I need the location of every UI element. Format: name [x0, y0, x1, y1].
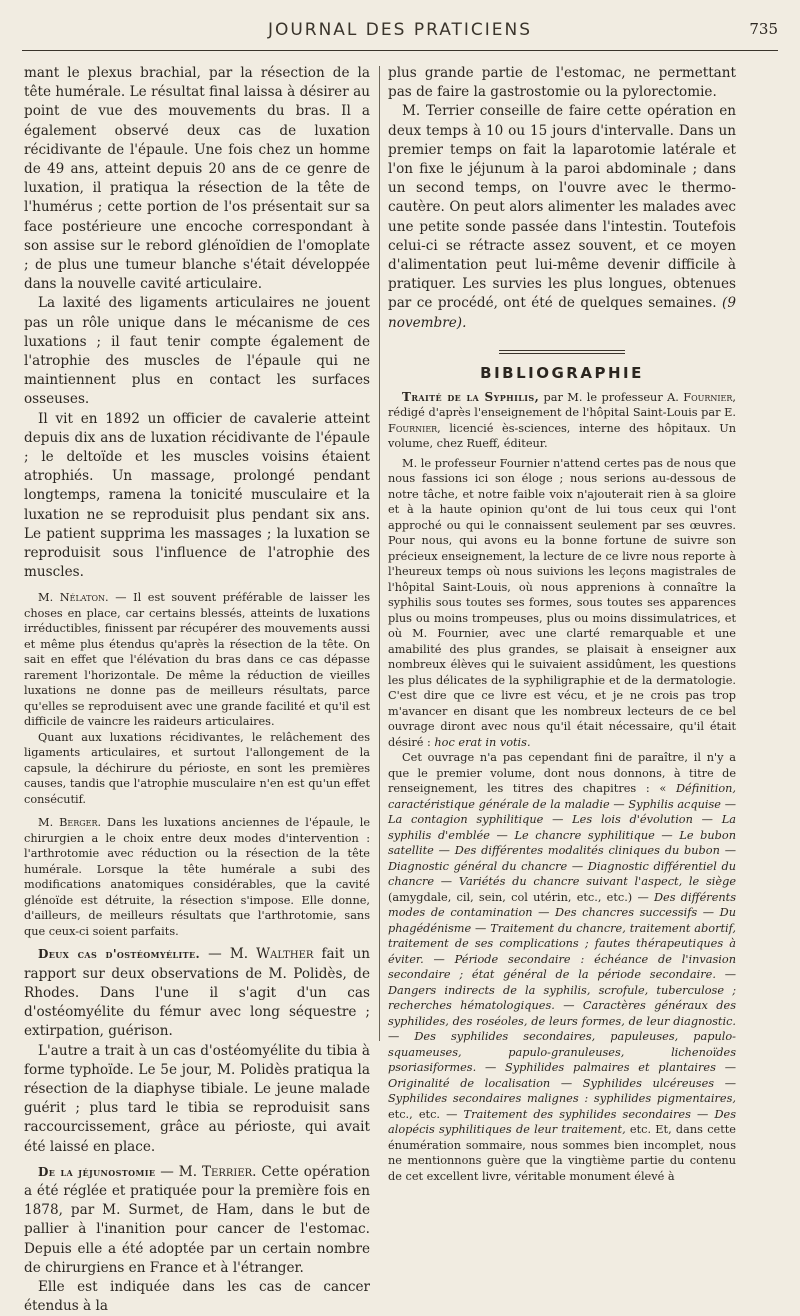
osteomyelitis-paragraph — [24, 945, 370, 1041]
paragraph: La laxité des ligaments articulaires ne jouent pas un rôle unique dans le mécanisme de ces luxations ; il faut tenir compte également de l'atrophie des muscles de l'épaule qui ne maintiennent plus en contact les surfaces osseuses. — [24, 295, 370, 408]
chapter-list: Traitement des syphilides secondaires — Des alopécis syphilitiques de leur traitement, — [388, 1107, 736, 1137]
speaker-name: M. Nélaton. — [38, 591, 109, 605]
review-text: M. le professeur Fournier n'attend certes pas de nous que nous fassions ici son éloge ; nous serions au-dessous de notre tâche, et notre faible voix n'ajouterait rien à sa gloire et à la haute opinion qu'ont de lui tous ceux qui l'ont approché ou qui le connaissent seulement par ses œuvres. Pour nous, qui avons eu la bonne fortune de suivre son précieux enseignement, la lecture de ce livre nous reporte à l'heureux temps où nous suivions les leçons magistrales de l'hôpital Saint-Louis, où nous apprenions à connaître la syphilis sous toutes ses formes, sous toutes ses apparences plus ou moins trompeuses, plus ou moins dissimulatrices, et où M. Fournier, avec une clarté remarquable et une amabilité des plus grandes, se plaisait à enseigner aux nombreux élèves qui le suivaient assidûment, les questions les plus délicates de la syphiligraphie et de la dermatologie. C'est dire que ce livre est vécu, et je ne crois pas trop m'avancer en disant que les nombreux lecteurs de ce bel ouvrage diront avec nous qu'il était nécessaire, qu'il était désiré : — [388, 456, 736, 749]
berger-text: Dans les luxations anciennes de l'épaule, le chirurgien a le choix entre deux modes d'intervention : l'arthrotomie avec réduction ou la résection de la tête humérale. Lorsque la tête humérale a subi des modifications anatomiques considérables, que la cavité glénoïde est détruite, la résection s'impose. Elle donne, d'ailleurs, de meilleurs résultats que l'arthrotomie, sans que ceux-ci soient parfaits. — [24, 816, 371, 938]
speaker-name: M. Berger. — [38, 816, 102, 830]
dash: — M. — [200, 946, 257, 963]
column-divider — [379, 66, 380, 1041]
book-text: rédigé d'après l'enseignement de l'hôpital Saint-Louis par E. — [388, 406, 736, 420]
book-title: Traité de la Syphilis, — [402, 389, 540, 404]
section-run-head: Deux cas d'ostéomyélite. — [38, 947, 201, 962]
paragraph: Elle est indiquée dans les cas de cancer étendus à la — [24, 1278, 370, 1315]
nelaton-text: — Il est souvent préférable de laisser les choses en place, car certains blessés, atteints de luxations irréductibles, finissent par récupérer des mouvements aussi et même plus étendus qu'après la résection de la tête. On sait en effet que l'élévation du bras dans ce cas dépasse rarement l'horizontale. De même la réduction de vieilles luxations ne donne pas de meilleurs résultats, parce qu'elles se reproduisent avec une grande facilité et qu'il est difficile de vaincre les raideurs articulaires. — [24, 591, 370, 729]
chapters-paragraph — [388, 750, 736, 1184]
header-rule — [22, 50, 778, 51]
left-column — [24, 64, 370, 1316]
terrier-paragraph — [388, 102, 736, 332]
jejunostomy-paragraph — [24, 1163, 370, 1278]
dash: — M. — [155, 1163, 202, 1180]
latin-quote: hoc erat in votis. — [434, 735, 531, 749]
jej-text: Cette opération a été réglée et pratiquée pour la première fois en 1878, par M. Surmet, de Ham, dans le but de pallier à l'inanition pour cancer de l'estomac. Depuis elle a été adoptée par un certain nombre de chirurgiens en France et à l'étranger. — [24, 1163, 370, 1276]
paragraph: plus grande partie de l'estomac, ne permettant pas de faire la gastrostomie ou la pylorectomie. — [388, 65, 736, 101]
editor-name: Fournier, — [388, 421, 441, 435]
chapter-list: Définition, caractéristique générale de la maladie — Syphilis acquise — La contagion syphilitique — Les lois d'évolution — La syphilis d'emblée — Le chancre syphilitique — Le bubon satellite — Des différentes modalités cliniques du bubon — Diagnostic général du chancre — Diagnostic différentiel du chancre — Variétés du chancre suivant l'aspect, le siège — [388, 782, 736, 889]
osteo-text: fait un rapport sur deux observations de M. Polidès, de Rhodes. Dans l'une il s'agit d'un cas d'ostéomyélite du fémur avec long séquestre ; extirpation, guérison. — [24, 946, 370, 1040]
review-text: Cet ouvrage n'a pas cependant fini de paraître, il n'y a que le premier volume, dont nous donnons, à titre de renseignement, les titres des chapitres : « — [388, 751, 736, 796]
date: (9 novembre). — [388, 295, 736, 331]
paragraph: mant le plexus brachial, par la résection de la tête humérale. Le résultat final laissa à désirer au point de vue des mouvements du bras. Il a également observé deux cas de luxation récidivante de l'épaule. Une fois chez un homme de 49 ans, atteint depuis 20 ans de ce genre de luxation, il pratiqua la résection de la tête de l'humérus ; cette portion de l'os présentait sur sa face postérieure une encoche correspondant à son assise sur le rebord glénoïdien de l'omoplate ; de plus une tumeur blanche s'était développée dans la nouvelle cavité articulaire. — [24, 65, 370, 293]
review-text: (amygdale, cil, sein, col utérin, etc., etc.) — — [388, 890, 654, 904]
speaker-name: Walther — [256, 946, 314, 963]
chapter-list: Des différents modes de contamination — Des chancres successifs — Du phagédénisme — Traitement du chancre, traitement abortif, traitement de ses complications ; fautes thérapeutiques à éviter. — Période secondaire : échéance de l'invasion secondaire ; état général de la période secondaire. — Dangers indirects de la syphilis, scrofule, tuberculose ; recherches hématologiques. — Caractères généraux des syphilides, des roséoles, de leurs formes, de leur diagnostic. — Des syphilides secondaires, papuleuses, papulo-squameuses, papulo-granuleuses, lichenoïdes psoriasiformes. — Syphilides palmaires et plantaires — Originalité de localisation — Syphilides ulcéreuses — Syphilides secondaires malignes : syphilides pigmentaires, — [388, 890, 736, 1106]
book-text: par M. le professeur A. — [539, 390, 684, 404]
paragraph: Il vit en 1892 un officier de cavalerie atteint depuis dix ans de luxation récidivante de l'épaule ; le deltoïde et les muscles voisins étaient atrophiés. Un massage, prolongé pendant longtemps, ramena la tonicité musculaire et la luxation ne se reproduisit plus pendant six ans. Le patient supprima les massages ; la luxation se reproduisit sous l'influence de l'atrophie des muscles. — [24, 410, 370, 581]
paragraph: Quant aux luxations récidivantes, le relâchement des ligaments articulaires, et surtout l'allongement de la capsule, la déchirure du périoste, en sont les premières causes, tandis que l'atrophie musculaire n'en est qu'un effet consécutif. — [24, 730, 370, 806]
right-column — [388, 64, 736, 1184]
speaker-name: Terrier. — [201, 1163, 257, 1180]
section-run-head: De la jéjunostomie — [38, 1164, 156, 1179]
section-rule — [388, 339, 736, 358]
book-text: licencié ès-sciences, interne des hôpitaux. Un volume, chez Rueff, éditeur. — [388, 421, 736, 451]
nelaton-paragraph — [24, 590, 370, 730]
page-header — [22, 18, 778, 44]
journal-title: JOURNAL DES PRATICIENS — [267, 20, 533, 40]
review-paragraph — [388, 456, 736, 751]
terrier-text: M. Terrier conseille de faire cette opération en deux temps à 10 ou 15 jours d'intervalle. Dans un premier temps on fait la laparotomie latérale et l'on fixe le jéjunum à la paroi abdominale ; dans un second temps, on l'ouvre avec le thermo-cautère. On peut alors alimenter les malades avec une petite sonde passée dans l'intestin. Toutefois celui-ci se rétracte assez souvent, et ce moyen d'alimentation peut lui-même devenir difficile à pratiquer. Les survies les plus longues, obtenues par ce procédé, ont été de quelques semaines. — [388, 103, 736, 312]
berger-paragraph — [24, 815, 370, 939]
paragraph: L'autre a trait à un cas d'ostéomyélite du tibia à forme typhoïde. Le 5e jour, M. Polidès pratiqua la résection de la diaphyse tibiale. Le jeune malade guérit ; plus tard le tibia se reproduisit sans raccourcissement, grâce au périoste, qui avait été laissé en place. — [24, 1042, 370, 1155]
page-number: 735 — [749, 20, 778, 38]
review-text: etc., etc. — — [388, 1107, 464, 1121]
author-name: Fournier, — [683, 390, 737, 404]
review-text: etc. Et, dans cette énumération sommaire, nous sommes bien incomplet, nous ne mentionnons guère que la vingtième partie du contenu de cet excellent livre, véritable monument élevé à — [388, 1123, 736, 1183]
book-entry — [388, 390, 736, 452]
section-title: BIBLIOGRAPHIE — [480, 363, 644, 382]
